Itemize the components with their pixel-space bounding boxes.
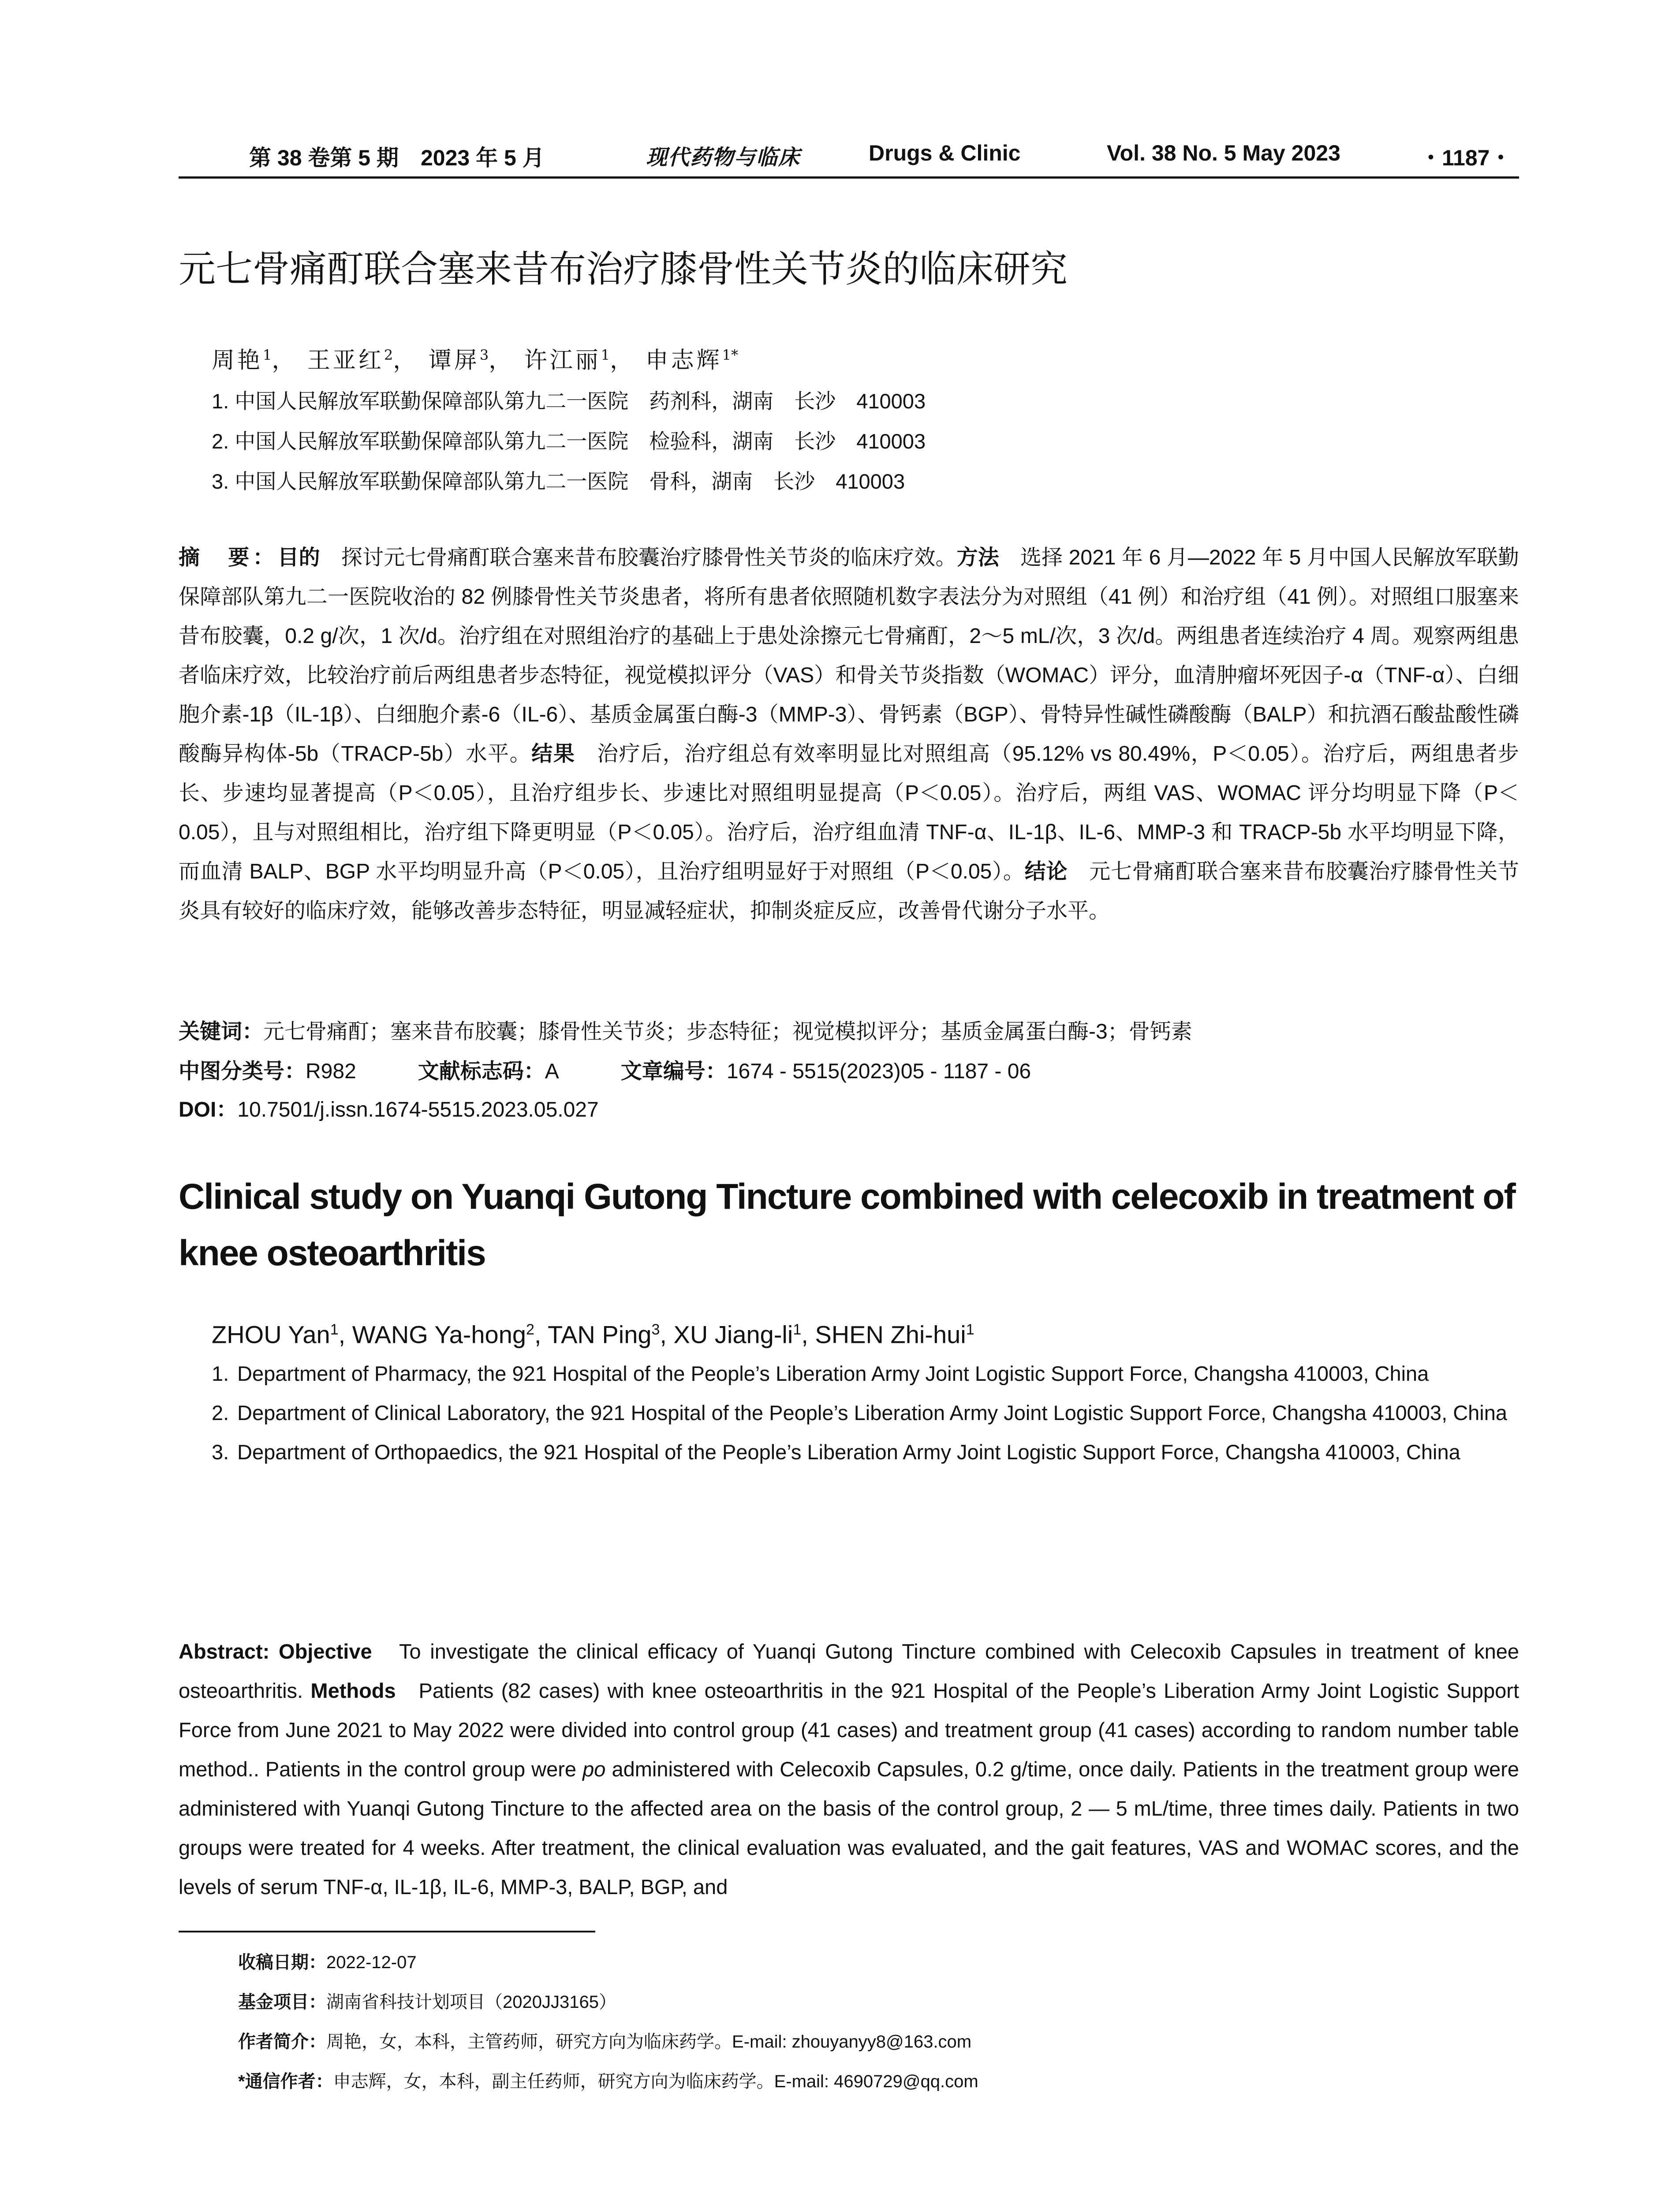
author-en: XU Jiang-li	[673, 1320, 793, 1349]
affiliation-en-text: Department of Clinical Laboratory, the 921 Hospital of the People’s Liberation Army Joint Logistic Support Force, Changsha 410003, China	[237, 1401, 1507, 1424]
author-cn: 谭屏	[428, 347, 480, 374]
clc-value: R982	[306, 1060, 356, 1083]
objective-text: 探讨元七骨痛酊联合塞来昔布胶囊治疗膝骨性关节炎的临床疗效。	[341, 546, 957, 569]
author-cn: 许江丽	[524, 347, 601, 374]
author-list-cn: 周艳$^1$， 王亚红$^2$， 谭屏$^3$， 许江丽$^1$， 申志辉$^{1*}$	[212, 347, 738, 374]
affiliation-en-text: Department of Orthopaedics, the 921 Hospital of the People’s Liberation Army Joint Logistic Support Force, Changsha 410003, China	[237, 1440, 1460, 1464]
article-no-label: 文章编号：	[620, 1060, 727, 1083]
keywords-cn	[179, 1014, 1192, 1050]
abstract-cn	[179, 538, 1519, 931]
doc-code-value: A	[545, 1060, 559, 1083]
footnote-author-bio	[238, 2022, 978, 2062]
methods-en-label: Methods	[310, 1679, 396, 1702]
author-cn-sup: 1	[263, 347, 272, 363]
conclusion-text: 元七骨痛酊联合塞来昔布胶囊治疗膝骨性关节炎具有较好的临床疗效，能够改善步态特征，明显减轻症状，抑制炎症反应，改善骨代谢分子水平。	[179, 860, 1519, 923]
author-cn: 周艳	[212, 347, 263, 374]
footnote-corresponding	[238, 2062, 978, 2101]
author-en-sup: 1	[330, 1321, 339, 1338]
title-en: Clinical study on Yuanqi Gutong Tincture combined with celecoxib in treatment of knee osteoarthritis	[179, 1177, 1515, 1273]
affiliation-list-en	[212, 1354, 1521, 1472]
footnote-label: 基金项目：	[238, 1992, 326, 2012]
keywords-value: 元七骨痛酊；塞来昔布胶囊；膝骨性关节炎；步态特征；视觉模拟评分；基质金属蛋白酶-3；骨钙素	[263, 1020, 1192, 1043]
affiliation-en-number: 1.	[212, 1362, 229, 1385]
doi-value[interactable]: 10.7501/j.issn.1674-5515.2023.05.027	[237, 1098, 599, 1121]
header-page-number: ・1187・	[1420, 146, 1512, 170]
affiliation-en	[212, 1354, 1521, 1393]
author-cn-sup: 2	[384, 347, 393, 363]
header-journal-cn: 现代药物与临床	[646, 145, 801, 170]
results-text: 治疗后，治疗组总有效率明显比对照组高（95.12% vs 80.49%，P＜0.05）。治疗后，两组患者步长、步速均显著提高（P＜0.05），且治疗组步长、步速比对照组明显提高（P＜0.05）。治疗后，两组 VAS、WOMAC 评分均明显下降（P＜0.05），且与对照组相比，治疗组下降更明显（P＜0.05）。治疗后，治疗组血清 TNF-α、IL-1β、IL-6、MMP-3 和 TRACP-5b 水平均明显下降，而血清 BALP、BGP 水平均明显升高（P＜0.05），且治疗组明显好于对照组（P＜0.05）。	[179, 742, 1519, 883]
author-cn-sup: 1	[601, 347, 610, 363]
conclusion-label: 结论	[1024, 860, 1068, 883]
affiliation-en-number: 2.	[212, 1401, 229, 1424]
running-header	[179, 140, 1519, 172]
methods-text: 选择 2021 年 6 月—2022 年 5 月中国人民解放军联勤保障部队第九二一医院收治的 82 例膝骨性关节炎患者，将所有患者依照随机数字表法分为对照组（41 例）和治疗组（41 例）。对照组口服塞来昔布胶囊，0.2 g/次，1 次/d。治疗组在对照组治疗的基础上于患处涂擦元七骨痛酊，2～5 mL/次，3 次/d。两组患者连续治疗 4 周。观察两组患者临床疗效，比较治疗前后两组患者步态特征，视觉模拟评分（VAS）和骨关节炎指数（WOMAC）评分，血清肿瘤坏死因子-α（TNF-α）、白细胞介素-1β（IL-1β）、白细胞介素-6（IL-6）、基质金属蛋白酶-3（MMP-3）、骨钙素（BGP）、骨特异性碱性磷酸酶（BALP）和抗酒石酸盐酸性磷酸酶异构体-5b（TRACP-5b）水平。	[179, 546, 1519, 766]
footnote-value: 申志辉，女，本科，副主任药师，研究方向为临床药学。E-mail: 4690729@qq.com	[333, 2072, 978, 2091]
author-cn: 王亚红	[307, 347, 384, 374]
author-list-en: ZHOU Yan$^1$, WANG Ya-hong$^2$, TAN Ping$^3$, XU Jiang-$li^1$, SHEN Zhi-hui$^1$	[212, 1320, 974, 1349]
article-no-value: 1674 - 5515(2023)05 - 1187 - 06	[726, 1060, 1031, 1083]
footnote-value: 2022-12-07	[326, 1953, 417, 1972]
footnote-label: 收稿日期：	[238, 1953, 326, 1972]
clc-label: 中图分类号：	[179, 1060, 306, 1083]
affiliation-en	[212, 1393, 1521, 1432]
methods-label: 方法	[956, 546, 999, 569]
affiliation-cn: 2. 中国人民解放军联勤保障部队第九二一医院 检验科，湖南 长沙 410003	[212, 430, 926, 453]
affiliation-list-cn	[212, 386, 1490, 506]
header-issue-cn: 第 38 卷第 5 期 2023 年 5 月	[249, 146, 545, 170]
methods-en-text-cont: administered with Celecoxib Capsules, 0.2 g/time, once daily. Patients in the treatment group were administered with Yuanqi Gutong Tincture to the affected area on the basis of the control group, 2 — 5 mL/time, three times daily. Patients in two groups were treated for 4 weeks. After treatment, the clinical evaluation was evaluated, and the gait features, VAS and WOMAC scores, and the levels of serum TNF-α, IL-1β, IL-6, MMP-3, BALP, BGP, and	[179, 1757, 1519, 1899]
footnote-label: *通信作者：	[238, 2072, 333, 2091]
author-en-sup: 1	[966, 1321, 974, 1338]
header-issue-en: Vol. 38 No. 5 May 2023	[1107, 141, 1340, 165]
affiliation-en-number: 3.	[212, 1440, 229, 1464]
author-cn-sup: 3	[479, 347, 489, 363]
keywords-label: 关键词：	[179, 1020, 264, 1043]
author-en-sup: 2	[526, 1321, 534, 1338]
author-en-sup: 1	[793, 1321, 802, 1338]
objective-label: 目的	[277, 546, 320, 569]
po-term: po	[582, 1757, 606, 1781]
affiliation-cn: 3. 中国人民解放军联勤保障部队第九二一医院 骨科，湖南 长沙 410003	[212, 470, 905, 493]
header-rule	[179, 176, 1519, 179]
footnote-value: 周艳，女，本科，主管药师，研究方向为临床药学。E-mail: zhouyanyy8@163.com	[326, 2032, 972, 2052]
abstract-en-label: Abstract: Objective	[179, 1640, 372, 1663]
doi-label: DOI：	[179, 1098, 238, 1121]
footnote-rule	[179, 1931, 595, 1932]
footnotes	[238, 1943, 978, 2101]
abstract-cn-label: 摘 要：	[179, 546, 278, 569]
affiliation-cn: 1. 中国人民解放军联勤保障部队第九二一医院 药剂科，湖南 长沙 410003	[212, 389, 926, 413]
author-cn: 申志辉	[645, 347, 722, 374]
doi-line	[179, 1092, 599, 1128]
author-en: ZHOU Yan	[212, 1320, 330, 1349]
affiliation-en-text: Department of Pharmacy, the 921 Hospital of the People’s Liberation Army Joint Logistic Support Force, Changsha 410003, China	[237, 1362, 1429, 1385]
author-en: SHEN Zhi-hui	[815, 1320, 966, 1349]
abstract-en	[179, 1632, 1519, 1906]
author-en-sup: 3	[651, 1321, 660, 1338]
classification-line	[179, 1054, 1031, 1089]
footnote-received	[238, 1943, 978, 1982]
footnote-label: 作者简介：	[238, 2032, 326, 2052]
header-journal-en: Drugs & Clinic	[869, 141, 1021, 165]
author-en: TAN Ping	[548, 1320, 652, 1349]
methods-en-text: Patients (82 cases) with knee osteoarthritis in the 921 Hospital of the People’s Liberation Army Joint Logistic Support Force from June 2021 to May 2022 were divided into control group (41 cases) and treatment group (41 cases) according to random number table method.. Patients in the control group were	[179, 1679, 1519, 1781]
title-cn: 元七骨痛酊联合塞来昔布治疗膝骨性关节炎的临床研究	[179, 248, 1068, 290]
author-cn-sup: 1*	[722, 347, 738, 363]
author-en: WANG Ya-hong	[352, 1320, 526, 1349]
affiliation-en	[212, 1432, 1521, 1472]
results-label: 结果	[531, 742, 575, 766]
footnote-value: 湖南省科技计划项目（2020JJ3165）	[326, 1992, 616, 2012]
footnote-funding	[238, 1982, 978, 2022]
doc-code-label: 文献标志码：	[418, 1060, 545, 1083]
objective-en-text: To investigate the clinical efficacy of Yuanqi Gutong Tincture combined with Celecoxib Capsules in treatment of knee osteoarthritis.	[179, 1640, 1519, 1702]
